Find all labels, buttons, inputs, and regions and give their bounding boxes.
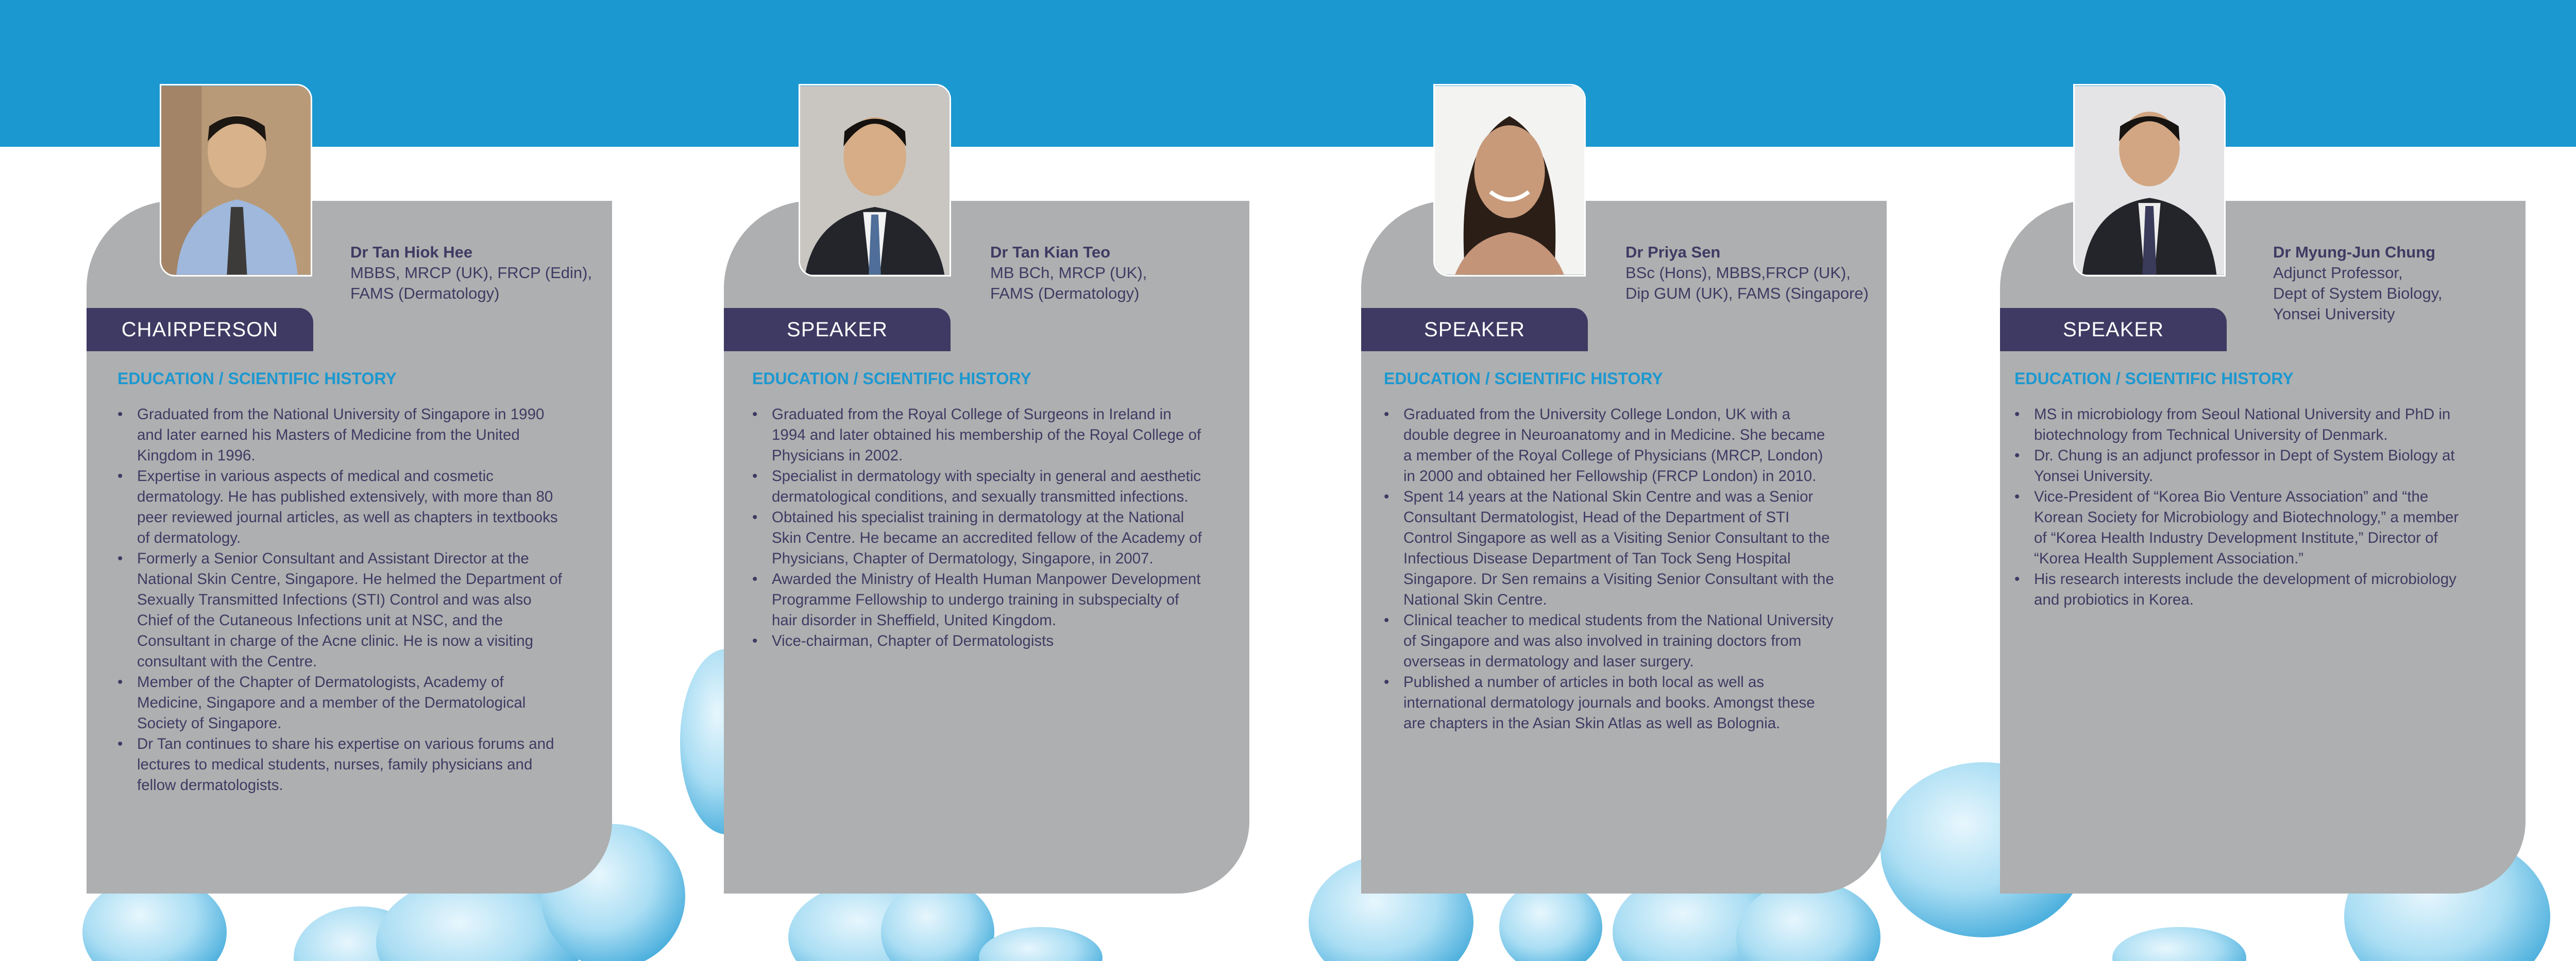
list-item: • His research interests include the development of microbiology and probiotics in Korea.: [2014, 569, 2468, 610]
list-item: • Specialist in dermatology with specialty in general and aesthetic dermatological conditions, and sexually transmitted infections.: [752, 466, 1206, 507]
list-item: • Graduated from the National University of Singapore in 1990 and later earned his Masters of Medicine from the United Kingdom in 1996.: [117, 404, 571, 466]
credentials-line: FAMS (Dermatology): [350, 284, 500, 302]
list-item: • Published a number of articles in both local as well as international dermatology journals and books. Amongst these are chapters in the Asian Skin Atlas as well as Bolognia.: [1384, 672, 1837, 734]
list-item: • MS in microbiology from Seoul National University and PhD in biotechnology from Technical University of Denmark.: [2014, 404, 2468, 445]
portrait-photo: [1433, 84, 1586, 277]
list-item: • Member of the Chapter of Dermatologists, Academy of Medicine, Singapore and a member of the Dermatological Society of Singapore.: [117, 672, 571, 734]
credentials-line: BSc (Hons), MBBS,FRCP (UK),: [1625, 264, 1851, 282]
history-list: [1384, 404, 1837, 734]
section-heading: EDUCATION / SCIENTIFIC HISTORY: [2014, 369, 2294, 388]
speaker-name: Dr Priya Sen: [1625, 243, 1721, 261]
list-item: • Dr. Chung is an adjunct professor in Dept of System Biology at Yonsei University.: [2014, 445, 2468, 487]
speaker-name: Dr Myung-Jun Chung: [2273, 243, 2436, 261]
section-heading: EDUCATION / SCIENTIFIC HISTORY: [117, 369, 397, 388]
list-item: • Clinical teacher to medical students from the National University of Singapore and was also involved in training doctors from overseas in dermatology and laser surgery.: [1384, 610, 1837, 672]
speaker-info: [2273, 242, 2541, 324]
portrait-photo: [2073, 84, 2226, 277]
speaker-info: [1625, 242, 1893, 304]
speaker-name: Dr Tan Kian Teo: [990, 243, 1111, 261]
history-list: [117, 404, 571, 796]
list-item: • Dr Tan continues to share his expertise on various forums and lectures to medical students, nurses, family physicians and fellow dermatologists.: [117, 734, 571, 796]
role-badge: SPEAKER: [2000, 308, 2227, 351]
list-item: • Formerly a Senior Consultant and Assistant Director at the National Skin Centre, Singapore. He helmed the Department of Sexually Transmitted Infections (STI) Control and was also Chief of the Cutaneous Infections unit at NSC, and the Consultant in charge of the Acne clinic. He is now a visiting consultant with the Centre.: [117, 548, 571, 672]
speaker-info: [990, 242, 1258, 304]
role-badge: SPEAKER: [1361, 308, 1588, 351]
section-heading: EDUCATION / SCIENTIFIC HISTORY: [1384, 369, 1663, 388]
list-item: • Obtained his specialist training in dermatology at the National Skin Centre. He became an accredited fellow of the Academy of Physicians, Chapter of Dermatology, Singapore, in 2007.: [752, 507, 1206, 569]
history-list: [2014, 404, 2468, 610]
portrait-photo: [160, 84, 312, 277]
credentials-line: FAMS (Dermatology): [990, 284, 1140, 302]
list-item: • Awarded the Ministry of Health Human Manpower Development Programme Fellowship to undergo training in subspecialty of hair disorder in Sheffield, United Kingdom.: [752, 569, 1206, 631]
list-item: • Spent 14 years at the National Skin Centre and was a Senior Consultant Dermatologist, Head of the Department of STI Control Singapore as well as a Visiting Senior Consultant to the Infectious Disease Department of Tan Tock Seng Hospital Singapore. Dr Sen remains a Visiting Senior Consultant with the National Skin Centre.: [1384, 487, 1837, 610]
list-item: • Graduated from the Royal College of Surgeons in Ireland in 1994 and later obtained his membership of the Royal College of Physicians in 2002.: [752, 404, 1206, 466]
list-item: • Graduated from the University College London, UK with a double degree in Neuroanatomy and in Medicine. She became a member of the Royal College of Physicians (MRCP, London) in 2000 and obtained her Fellowship (FRCP London) in 2010.: [1384, 404, 1837, 487]
role-badge: CHAIRPERSON: [87, 308, 313, 351]
list-item: • Vice-President of “Korea Bio Venture Association” and “the Korean Society for Microbiology and Biotechnology,” a member of “Korea Health Industry Development Institute,” Director of “Korea Health Supplement Association.”: [2014, 487, 2468, 569]
credentials-line: Dept of System Biology,: [2273, 284, 2443, 302]
credentials-line: Yonsei University: [2273, 305, 2395, 323]
list-item: • Vice-chairman, Chapter of Dermatologists: [752, 631, 1206, 651]
role-badge: SPEAKER: [724, 308, 951, 351]
speaker-name: Dr Tan Hiok Hee: [350, 243, 473, 261]
list-item: • Expertise in various aspects of medical and cosmetic dermatology. He has published extensively, with more than 80 peer reviewed journal articles, as well as chapters in textbooks of dermatology.: [117, 466, 571, 548]
credentials-line: MB BCh, MRCP (UK),: [990, 264, 1147, 282]
credentials-line: Dip GUM (UK), FAMS (Singapore): [1625, 284, 1869, 302]
section-heading: EDUCATION / SCIENTIFIC HISTORY: [752, 369, 1031, 388]
history-list: [752, 404, 1206, 651]
credentials-line: Adjunct Professor,: [2273, 264, 2403, 282]
credentials-line: MBBS, MRCP (UK), FRCP (Edin),: [350, 264, 592, 282]
portrait-photo: [799, 84, 951, 277]
speaker-info: [350, 242, 618, 304]
